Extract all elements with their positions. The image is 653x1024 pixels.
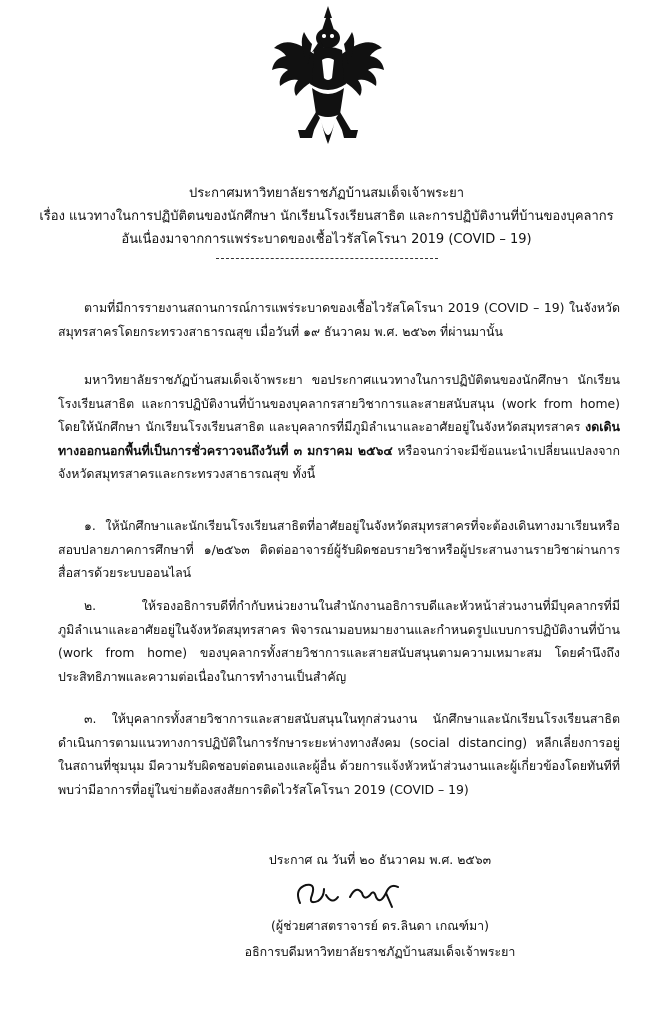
announcement-subject-continued: อันเนื่องมาจากการแพร่ระบาดของเชื้อไวรัสโคโรนา 2019 (COVID – 19)	[121, 232, 532, 247]
paragraph-guideline-text-a: มหาวิทยาลัยราชภัฏบ้านสมเด็จเจ้าพระยา ขอประกาศแนวทางในการปฏิบัติตนของนักศึกษา นักเรียนโรงเรียนสาธิต และการปฏิบัติงานที่บ้านของบุคลากรสายวิชาการและสายสนับสนุน (work from home) โดยให้นักศึกษา นักเรียนโรงเรียนสาธิต และบุคลากรที่มีภูมิลำเนาและอาศัยอยู่ในจังหวัดสมุทรสาคร	[58, 372, 620, 435]
numbered-item-3	[58, 707, 620, 801]
paragraph-guideline-text-b: หรือจนกว่าจะมีข้อแนะนำเปลี่ยนแปลงจากจังหวัดสมุทรสาครและกระทรวงสาธารณสุข ทั้งนี้	[58, 442, 620, 482]
announcement-subject: เรื่อง แนวทางในการปฏิบัติตนของนักศึกษา นักเรียนโรงเรียนสาธิต และการปฏิบัติงานที่บ้านของบุคลากร	[39, 209, 614, 224]
numbered-item-2	[58, 594, 620, 688]
header-divider	[216, 258, 438, 259]
signature-icon	[290, 875, 410, 915]
numbered-item-1	[58, 514, 620, 585]
signatory-name: (ผู้ช่วยศาสตราจารย์ ดร.ลินดา เกณฑ์มา)	[271, 918, 489, 933]
numbered-item-1-text: ๑. ให้นักศึกษาและนักเรียนโรงเรียนสาธิตที่อาศัยอยู่ในจังหวัดสมุทรสาครที่จะต้องเดินทางมาเรียนหรือสอบปลายภาคการศึกษาที่ ๑/๒๕๖๓ ติดต่ออาจารย์ผู้รับผิดชอบรายวิชาหรือผู้ประสานงานรายวิชาผ่านการสื่อสารด้วยระบบออนไลน์	[58, 518, 620, 581]
paragraph-background-text: ตามที่มีการรายงานสถานการณ์การแพร่ระบาดของเชื้อไวรัสโคโรนา 2019 (COVID – 19) ในจังหวัดสมุทรสาครโดยกระทรวงสาธารณสุข เมื่อวันที่ ๑๙ ธันวาคม พ.ศ. ๒๕๖๓ ที่ผ่านมานั้น	[58, 300, 620, 339]
announcement-date: ประกาศ ณ วันที่ ๒๐ ธันวาคม พ.ศ. ๒๕๖๓	[268, 852, 492, 867]
signatory-title: อธิการบดีมหาวิทยาลัยราชภัฏบ้านสมเด็จเจ้าพระยา	[244, 944, 516, 959]
paragraph-guideline	[58, 368, 620, 486]
paragraph-background	[58, 296, 620, 343]
numbered-item-2-text: ๒. ให้รองอธิการบดีที่กำกับหน่วยงานในสำนักงานอธิการบดีและหัวหน้าส่วนงานที่มีบุคลากรที่มีภูมิลำเนาและอาศัยอยู่ในจังหวัดสมุทรสาคร พิจารณามอบหมายงานและกำหนดรูปแบบการปฏิบัติงานที่บ้าน (work from home) ของบุคลากรทั้งสายวิชาการและสายสนับสนุนตามความเหมาะสม โดยคำนึงถึงประสิทธิภาพและความต่อเนื่องในการทำงานเป็นสำคัญ	[58, 598, 620, 684]
announcement-issuer: ประกาศมหาวิทยาลัยราชภัฏบ้านสมเด็จเจ้าพระยา	[188, 186, 465, 201]
numbered-item-3-text: ๓. ให้บุคลากรทั้งสายวิชาการและสายสนับสนุนในทุกส่วนงาน นักศึกษาและนักเรียนโรงเรียนสาธิตดำเนินการตามแนวทางการปฏิบัติในการรักษาระยะห่างทางสังคม (social distancing) หลีกเลี่ยงการอยู่ในสถานที่ชุมนุม มีความรับผิดชอบต่อตนเองและผู้อื่น ด้วยการแจ้งหัวหน้าส่วนงานและผู้เกี่ยวข้องโดยทันทีที่พบว่ามีอาการที่อยู่ในข่ายต้องสงสัยการติดไวรัสโคโรนา 2019 (COVID – 19)	[58, 711, 620, 797]
paragraph-guideline-bold: งดเดินทางออกนอกพื้นที่เป็นการชั่วคราวจนถึงวันที่ ๓ มกราคม ๒๕๖๔	[58, 419, 620, 458]
garuda-emblem-icon	[268, 4, 388, 159]
